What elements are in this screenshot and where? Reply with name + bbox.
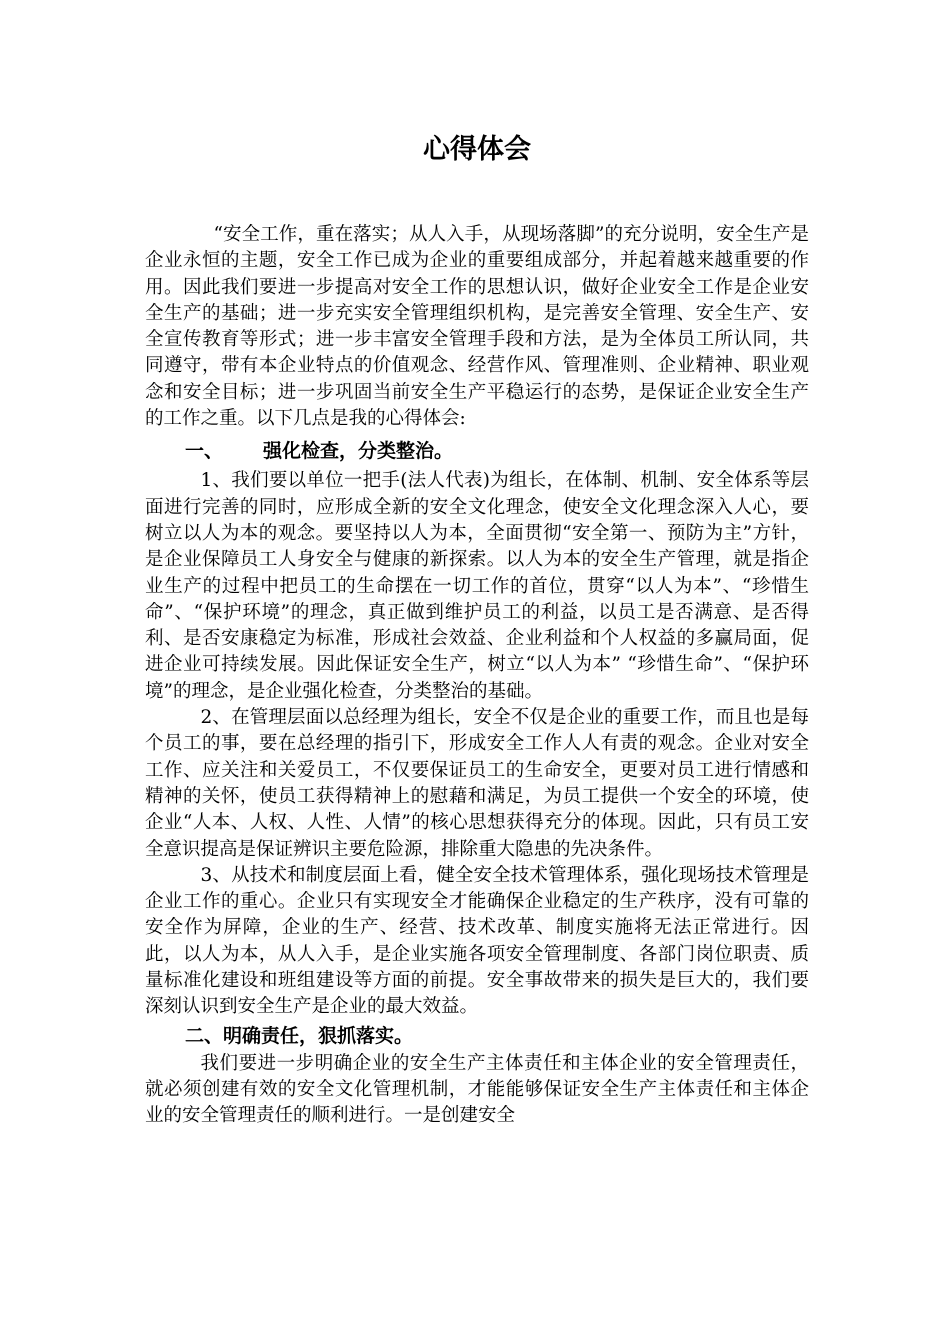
- intro-paragraph: “安全工作，重在落实；从人入手，从现场落脚”的充分说明，安全生产是企业永恒的主题，安全工作已成为企业的重要组成部分，并起着越来越重要的作用。因此我们要进一步提高对安全工作的思想认识，做好企业安全工作是企业安全生产的基础；进一步充实安全管理组织机构，是完善安全管理、安全生产、安全宣传教育等形式；进一步丰富安全管理手段和方法，是为全体员工所认同，共同遵守，带有本企业特点的价值观念、经营作风、管理准则、企业精神、职业观念和安全目标；进一步巩固当前安全生产平稳运行的态势，是保证企业安全生产的工作之重。以下几点是我的心得体会:: [145, 224, 809, 430]
- section-heading-1: [145, 434, 809, 468]
- page-title: 心得体会: [423, 134, 531, 165]
- section-heading-2: 二、明确责任，狠抓落实。: [185, 1024, 414, 1047]
- document-body: [145, 222, 809, 1130]
- section1-item-1: 1、我们要以单位一把手(法人代表)为组长，在体制、机制、安全体系等层面进行完善的同时，应形成全新的安全文化理念，使安全文化理念深入人心，要树立以人为本的观念。要坚持以人为本，全面贯彻“安全第一、预防为主”方针，是企业保障员工人身安全与健康的新探索。以人为本的安全生产管理，就是指企业生产的过程中把员工的生命摆在一切工作的首位，贯穿“以人为本”、“珍惜生命”、“保护环境”的理念，真正做到维护员工的利益，以员工是否满意、是否得利、是否安康稳定为标准，形成社会效益、企业利益和个人权益的多赢局面，促进企业可持续发展。因此保证安全生产，树立“以人为本” “珍惜生命”、“保护环境”的理念，是企业强化检查，分类整治的基础。: [145, 470, 809, 702]
- section1-item-3: 3、从技术和制度层面上看，健全安全技术管理体系，强化现场技术管理是企业工作的重心。企业只有实现安全才能确保企业稳定的生产秩序，没有可靠的安全作为屏障，企业的生产、经营、技术改革、制度实施将无法正常进行。因此，以人为本，从人入手，是企业实施各项安全管理制度、各部门岗位职责、质量标准化建设和班组建设等方面的前提。安全事故带来的损失是巨大的，我们要深刻认识到安全生产是企业的最大效益。: [145, 864, 809, 1018]
- section-number-1: 一、: [185, 440, 224, 463]
- section2-paragraph: 我们要进一步明确企业的安全生产主体责任和主体企业的安全管理责任，就必须创建有效的安全文化管理机制，才能能够保证安全生产主体责任和主体企业的安全管理责任的顺利进行。一是创建安全: [145, 1052, 809, 1127]
- section1-item-2: 2、在管理层面以总经理为组长，安全不仅是企业的重要工作，而且也是每个员工的事，要在总经理的指引下，形成安全工作人人有责的观念。企业对安全工作、应关注和关爱员工，不仅要保证员工的生命安全，更要对员工进行情感和精神的关怀，使员工获得精神上的慰藉和满足，为员工提供一个安全的环境，使企业“人本、人权、人性、人情”的核心思想获得充分的体现。因此，只有员工安全意识提高是保证辨识主要危险源，排除重大隐患的先决条件。: [145, 707, 809, 860]
- section-title-1: 强化检查，分类整治。: [263, 440, 454, 463]
